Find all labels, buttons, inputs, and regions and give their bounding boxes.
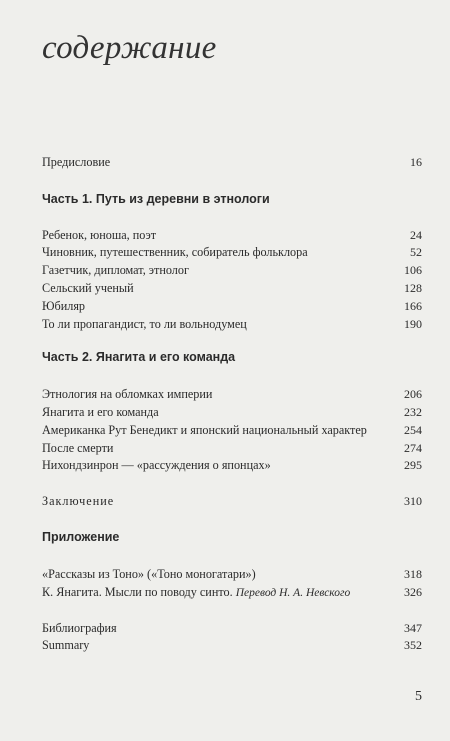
page-title: содержание bbox=[42, 30, 217, 66]
toc-label: «Рассказы из Тоно» («Тоно моногатари») bbox=[42, 567, 256, 581]
toc-entry bbox=[42, 494, 422, 509]
toc-label: Предисловие bbox=[42, 155, 111, 169]
toc-entry bbox=[42, 281, 422, 296]
toc-entry bbox=[42, 228, 422, 243]
toc-entry bbox=[42, 405, 422, 420]
toc-label: Часть 2. Янагита и его команда bbox=[42, 350, 236, 364]
toc-entry bbox=[42, 567, 422, 582]
toc-entry bbox=[42, 299, 422, 314]
toc-entry bbox=[42, 245, 422, 260]
toc-label-text: К. Янагита. Мысли по поводу синто. bbox=[42, 585, 233, 599]
toc-label: Заключение bbox=[42, 494, 115, 508]
toc-page-number: 232 bbox=[404, 405, 422, 419]
folio-page-number: 5 bbox=[415, 689, 422, 704]
part-heading bbox=[42, 350, 422, 365]
toc-label: Нихондзинрон — «рассуждения о японцах» bbox=[42, 458, 271, 472]
toc-label: Ребенок, юноша, поэт bbox=[42, 228, 157, 242]
toc-entry bbox=[42, 638, 422, 653]
toc-page-number: 16 bbox=[410, 155, 422, 169]
toc-entry bbox=[42, 585, 422, 601]
translator-credit: Перевод Н. А. Невского bbox=[235, 587, 351, 599]
toc-page-number: 24 bbox=[410, 228, 422, 242]
toc-page-number: 190 bbox=[404, 317, 422, 331]
toc-page-number: 52 bbox=[410, 245, 422, 259]
toc-entry bbox=[42, 263, 422, 278]
toc-page-number: 310 bbox=[404, 494, 422, 508]
toc-label: Часть 1. Путь из деревни в этнологи bbox=[42, 192, 270, 206]
toc-entry bbox=[42, 621, 422, 636]
toc-label: Газетчик, дипломат, этнолог bbox=[42, 263, 189, 277]
toc-entry bbox=[42, 458, 422, 473]
toc-label: Summary bbox=[42, 638, 90, 652]
toc-label: Библиография bbox=[42, 621, 117, 635]
toc-page-number: 254 bbox=[404, 423, 422, 437]
toc-label: Приложение bbox=[42, 530, 120, 544]
toc-page-number: 274 bbox=[404, 441, 422, 455]
toc-page-number: 128 bbox=[404, 281, 422, 295]
toc-page-number: 295 bbox=[404, 458, 422, 472]
toc-page-number: 318 bbox=[404, 567, 422, 581]
toc-entry bbox=[42, 387, 422, 402]
toc-page-number: 326 bbox=[404, 585, 422, 599]
toc-entry bbox=[42, 441, 422, 456]
toc-label: После смерти bbox=[42, 441, 114, 455]
toc-entry bbox=[42, 155, 422, 170]
toc-label bbox=[42, 585, 350, 601]
toc-label: То ли пропагандист, то ли вольнодумец bbox=[42, 317, 247, 331]
toc-label: Чиновник, путешественник, собиратель фольклора bbox=[42, 245, 308, 259]
toc-label: Сельский ученый bbox=[42, 281, 134, 295]
toc-page-number: 206 bbox=[404, 387, 422, 401]
toc-label: Американка Рут Бенедикт и японский национальный характер bbox=[42, 423, 367, 437]
toc-page-number: 166 bbox=[404, 299, 422, 313]
toc-page-number: 106 bbox=[404, 263, 422, 277]
toc-label: Янагита и его команда bbox=[42, 405, 159, 419]
toc-entry bbox=[42, 423, 422, 438]
toc-label: Юбиляр bbox=[42, 299, 86, 313]
part-heading bbox=[42, 192, 422, 207]
toc-entry bbox=[42, 317, 422, 332]
toc-label: Этнология на обломках империи bbox=[42, 387, 213, 401]
toc-page-number: 352 bbox=[404, 638, 422, 652]
part-heading bbox=[42, 530, 422, 545]
toc-page-number: 347 bbox=[404, 621, 422, 635]
